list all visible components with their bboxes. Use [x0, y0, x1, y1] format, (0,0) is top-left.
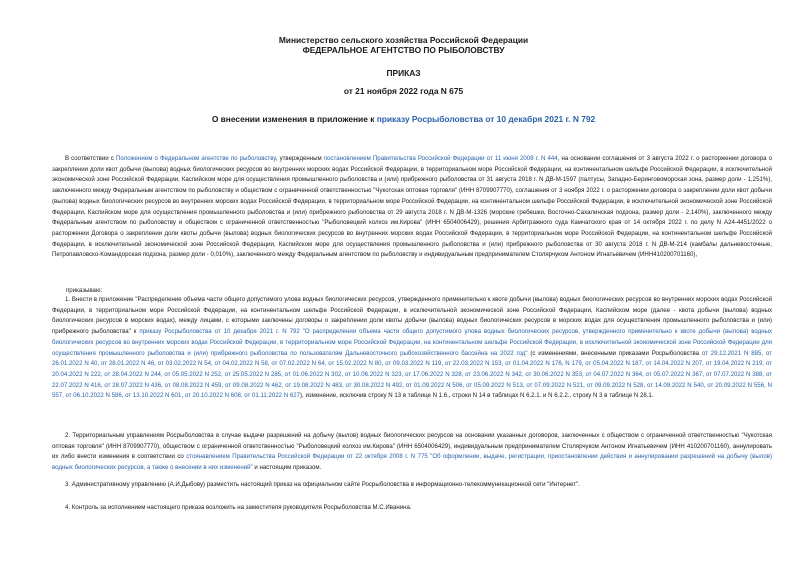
item-2-text-2: и настоящим приказом. [252, 464, 322, 472]
amending-orders-link[interactable]: от 29.12.2021 N 885, от 26.01.2022 N 40, от 28.01.2022 N 46, от 03.02.2022 N 54, от 04.02.2022 N 58, от 07.02.2022 N 64, от 15.02.2022 N 80, от 09.03.2022 N 119, от 22.03.2022 N 153, от 01.04.2022 N 176, N 179, от 05.04.2022 N 187, от 14.04.2022 N 207, от 19.04.2022 N 219, от 20.04.2022 N 222, от 28.04.2022 N 244, от 05.05.2022 N 252, от 25.05.2022 N 285, от 01.06.2022 N 302, от 10.06.2022 N 323, от 17.06.2022 N 328, от 23.06.2022 N 342, от 30.06.2022 N 353, от 04.07.2022 N 364, от 05.07.2022 N 367, от 07.07.2022 N 388, от 22.07.2022 N 416, от 28.07.2022 N 436, от 08.08.2022 N 459, от 09.08.2022 N 462, от 19.08.2022 N 483, от 30.08.2022 N 492, от 01.09.2022 N 506, от 05.09.2022 N 513, от 07.09.2022 N 521, от 09.09.2022 N 528, от 14.09.2022 N 540, от 20.09.2022 N 556, N 557, от 06.10.2022 N 586, от 13.10.2022 N 601, от 20.10.2022 N 608, от 01.11.2022 N 627 [52, 349, 772, 400]
document-date: от 21 ноября 2022 года N 675 [343, 86, 464, 96]
item-1-text-1: 1. Внести в приложение "Распределение объема части общего допустимого улова водных биологических ресурсов, утвержденного применительно к квоте добычи (вылова) водных биологических ресурсов во внутренних морских водах Российской Федерации, в территориальном море Российской Федерации, на континентальном шельфе Российской Федерации, в исключительной экономической зоне Российской Федерации, Каспийском море (далее - квота добычи (вылова) водных биологических ресурсов в морских водах), между лицами, с которыми заключены договоры о закреплении доли квоты добычи (вылова) водных биологических ресурсов в морских водах для осуществления промышленного рыболовства и (или) прибрежного рыболовства" к [52, 296, 772, 336]
agency-name: ФЕДЕРАЛЬНОЕ АГЕНТСТВО ПО РЫБОЛОВСТВУ [302, 45, 505, 55]
item-3-paragraph: 3. Административному управлению (А.И.Дыбову) разместить настоящий приказ на официальном сайте Росрыболовства в информационно-телекоммуникационной сети "Интернет". [65, 481, 580, 488]
regulation-link[interactable]: Положением о Федеральном агентстве по рыболовству [115, 155, 276, 162]
order-792-title-link[interactable]: "О распределении объема части общего допустимого улова водных биологических ресурсов, утвержденного применительно к квоте добычи (вылова) водных биологических ресурсов во внутренних морских водах Российской Федерации, в территориальном море Российской Федерации, на континентальном шельфе Российской Федерации, в исключительной экономической зоне Российской Федерации для осуществления промышленного рыболовства и (или) прибрежного рыболовства по пользователям Дальневосточного рыбохозяйственного бассейна на 2022 год" [52, 328, 773, 357]
document-title [0, 114, 807, 124]
preamble-text-3: , на основании соглашения от 3 августа 2022 г. о расторжении договора о закреплении доли квот добычи (вылова) водных биологических ресурсов во внутренних морских водах Российской Федерации, в территориальном море Российской Федерации, на континентальном шельфе Российской Федерации, в исключительной экономической зоне Российской Федерации, Каспийском море для осуществления промышленного рыболовства и (или) прибрежного рыболовства от 31 августа 2018 г. N ДВ-М-1597 (палтусы, Западно-Беринговоморская зона, размер доли - 1,251%), заключенного между Федеральным агентством по рыболовству и обществом с ограниченной ответственностью "Чукотская оптовая торговля" (ИНН 8709907770), соглашения от 3 ноября 2022 г. о расторжении договора о закреплении доли квот добычи (вылова) водных биологических ресурсов во внутренних морских водах Российской Федерации, в территориальном море Российской Федерации, на континентальном шельфе Российской Федерации, в исключительной экономической зоне Российской Федерации, Каспийском море для осуществления промышленного рыболовства и (или) прибрежного рыболовства от 29 августа 2018 г. N ДВ-М-1326 (морские гребешки, Восточно-Сахалинская подзона, размер доли - 2,140%), заключенного между Федеральным агентством по рыболовству и обществом с ограниченной ответственностью "Рыболовецкий колхоз им.Кирова" (ИНН 6504006429), решения Арбитражного суда Камчатского края от 14 октября 2022 г. по делу N А24-4451/2022 о расторжении Договора о закреплении доли квоты добычи (вылова) водных биологических ресурсов во внутренних морских водах Российской Федерации, в территориальном море Российской Федерации, на континентальном шельфе Российской Федерации, в исключительной экономической зоне Российской Федерации, Каспийском море для осуществления промышленного рыболовства и (или) прибрежного рыболовства от 30 августа 2018 г. N ДВ-М-214 (камбалы дальневосточные, Петропавловско-Командорская подзона, размер доли - 0,010%), заключенного между Федеральным агентством по рыболовству и индивидуальным предпринимателем Столярчуком Антоном Игнатьевичем (ИНН410200701160), [52, 155, 773, 259]
prikazyvayu-label: приказываю: [66, 287, 103, 294]
order-792-link[interactable]: приказу Росрыболовства от 10 декабря 2021 г. N 792 [139, 328, 300, 336]
item-4-paragraph: 4. Контроль за исполнением настоящего приказа возложить на заместителя руководителя Росрыболовства М.С.Иванина. [65, 504, 412, 511]
item-1-text-4: ), изменение, исключив строку N 13 в таблице N 1.6., строки N 14 в таблицах N 6.2.1. и N 6.2.2., строку N 3 в таблице N 28.1. [300, 392, 654, 400]
document-type: ПРИКАЗ [386, 68, 421, 78]
item-2-paragraph [52, 431, 772, 474]
title-order-link[interactable]: приказу Росрыболовства от 10 декабря 2021 г. N 792 [376, 114, 596, 124]
item-1-text-3: (с изменениями, внесенными приказами Росрыболовства [527, 349, 702, 357]
preamble-paragraph [52, 154, 772, 261]
preamble-text-1: В соответствии с [65, 155, 116, 162]
item-2-text-1: 2. Территориальным управлениям Росрыболовства в случае выдачи разрешений на добычу (вылов) водных биологических ресурсов на основании указанных договоров, заключенных с обществом с ограниченной ответственностью "Чукотская оптовая торговля" (ИНН 8709907770), обществом с ограниченной ответственностью "Рыболовецкий колхоз им.Кирова" (ИНН 6504006429), индивидуальным предпринимателем Столярчуком Антоном Игнатьевичем (ИНН 410200701160), аннулировать их либо внести изменения в соответствии со [52, 432, 772, 461]
item-1-paragraph [52, 295, 772, 402]
ministry-name: Министерство сельского хозяйства Российской Федерации [278, 35, 529, 45]
preamble-text-2: , утвержденным [275, 155, 324, 162]
title-text: О внесении изменения в приложение к [211, 114, 377, 124]
government-resolution-link[interactable]: постановлением Правительства Российской Федерации от 11 июня 2008 г. N 444 [323, 155, 558, 162]
resolution-775-link[interactable]: стоянавлением Правительства Российской Федерации от 22 октября 2008 г. N 775 "Об оформлении, выдаче, регистрации, приостановлении действия и аннулировании разрешений на добычу (вылов) водных биологических ресурсов, а также о внесении в них изменений" [52, 453, 773, 472]
